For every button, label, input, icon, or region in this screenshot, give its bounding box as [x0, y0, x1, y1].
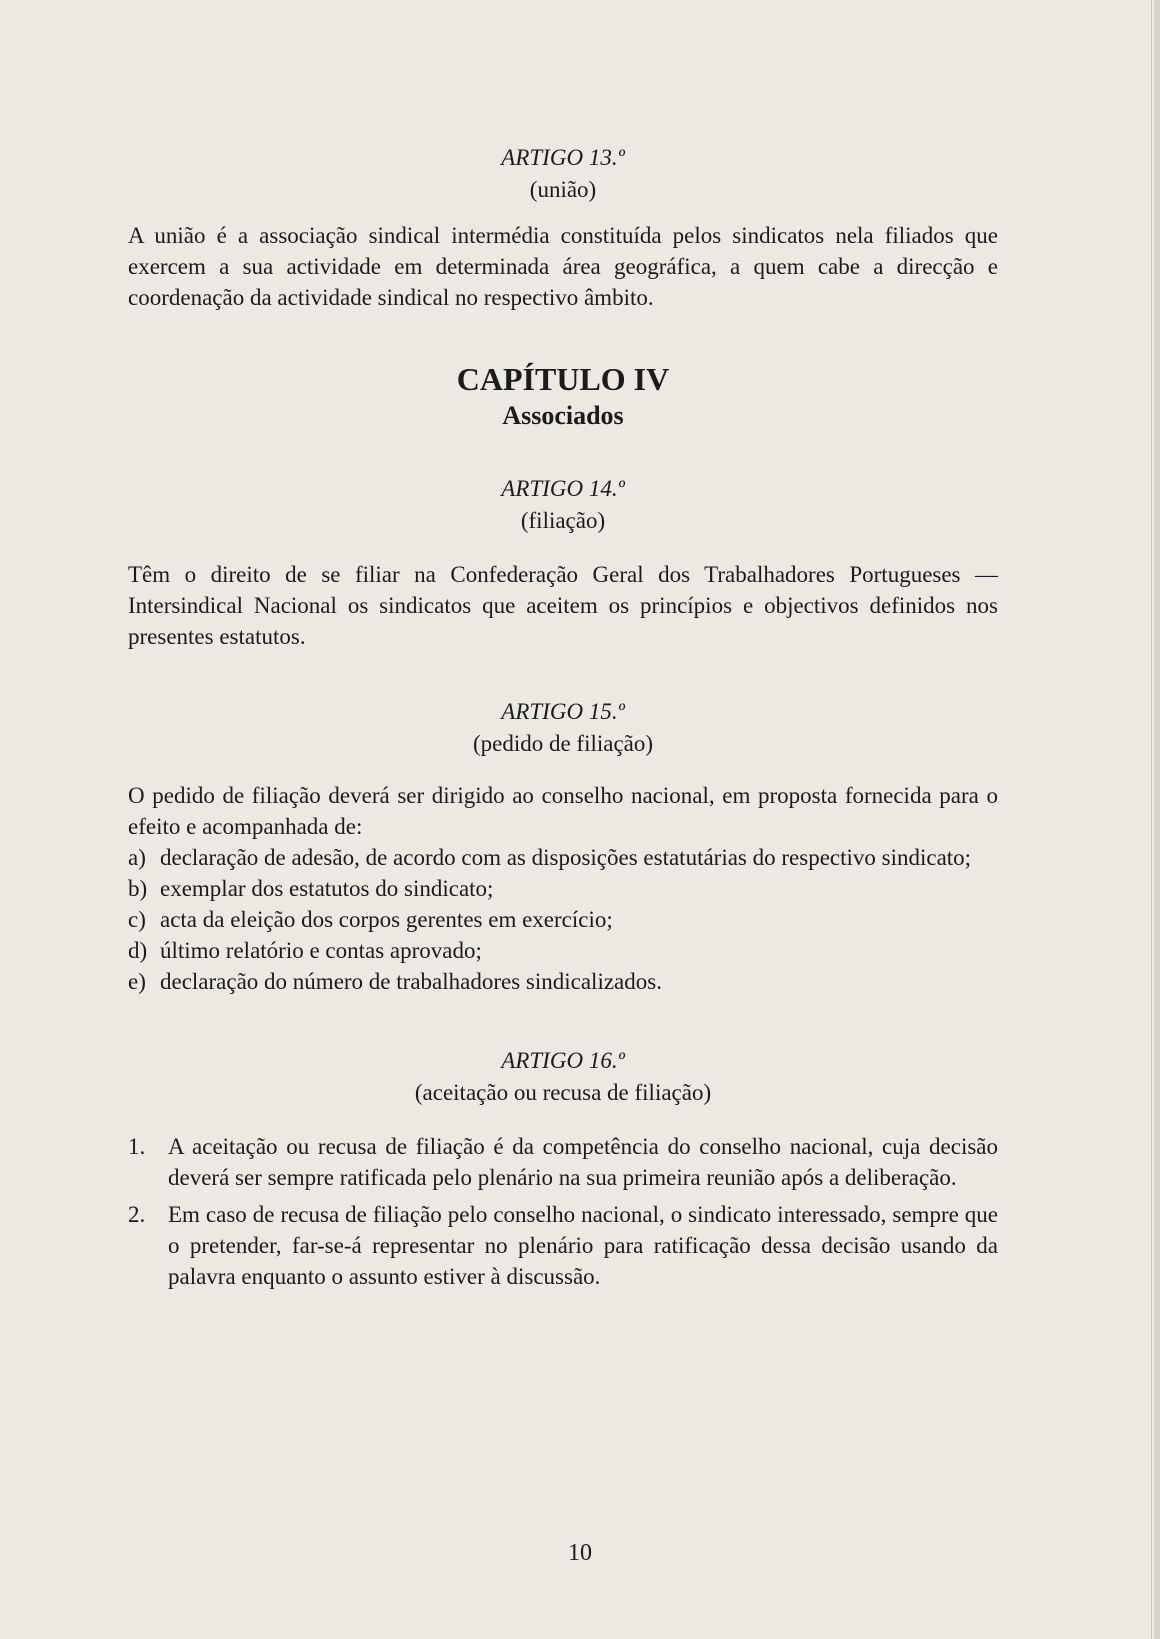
list-item-text: último relatório e contas aprovado;: [160, 938, 482, 963]
article-13-number: ARTIGO 13.º: [501, 145, 625, 170]
list-item-marker: e): [128, 969, 146, 994]
article-13-heading: [128, 142, 998, 206]
article-15-subtitle: (pedido de filiação): [472, 731, 654, 756]
article-16-number: ARTIGO 16.º: [501, 1048, 625, 1073]
numbered-item: [128, 1131, 998, 1193]
list-item-marker: d): [128, 938, 148, 963]
list-item: [128, 935, 998, 966]
numbered-item-text: Em caso de recusa de filiação pelo conselho nacional, o sindicato interessado, sempre que o pretender, far-se-á representar no plenário para ratificação dessa decisão usando da palavra enquanto o assunto estiver à discussão.: [168, 1202, 998, 1289]
list-item-text: exemplar dos estatutos do sindicato;: [160, 876, 494, 901]
list-item-text: declaração do número de trabalhadores sindicalizados.: [160, 969, 662, 994]
list-item-text: declaração de adesão, de acordo com as disposições estatutárias do respectivo sindicato;: [160, 845, 972, 870]
article-14-text: Têm o direito de se filiar na Confederação Geral dos Trabalhadores Portugueses — Intersindical Nacional os sindicatos que aceitem os princípios e objectivos definidos nos presentes estatutos.: [128, 562, 998, 649]
chapter-heading: [128, 359, 998, 433]
page-content: [128, 142, 998, 1298]
article-13-text: A união é a associação sindical intermédia constituída pelos sindicatos nela filiados que exercem a sua actividade em determinada área geográfica, a quem cabe a direcção e coordenação da actividade sindical no respectivo âmbito.: [128, 223, 998, 310]
chapter-subtitle: Associados: [502, 401, 624, 430]
article-14-heading: [128, 473, 998, 537]
article-14-number: ARTIGO 14.º: [501, 476, 625, 501]
numbered-item-text: A aceitação ou recusa de filiação é da competência do conselho nacional, cuja decisão deverá ser sempre ratificada pelo plenário na sua primeira reunião após a deliberação.: [168, 1134, 998, 1190]
numbered-item-marker: 1.: [128, 1134, 146, 1159]
article-15-intro: O pedido de filiação deverá ser dirigido ao conselho nacional, em proposta fornecida para o efeito e acompanhada de:: [128, 783, 998, 839]
article-14-subtitle: (filiação): [520, 508, 606, 533]
article-15-heading: [128, 696, 998, 760]
article-15-list: [128, 842, 998, 997]
numbered-item: [128, 1199, 998, 1292]
chapter-title: CAPÍTULO IV: [456, 361, 670, 397]
article-16-subtitle: (aceitação ou recusa de filiação): [414, 1080, 712, 1105]
list-item: [128, 904, 998, 935]
list-item-text: acta da eleição dos corpos gerentes em exercício;: [160, 907, 613, 932]
article-16-list: [128, 1131, 998, 1292]
list-item-marker: b): [128, 876, 148, 901]
page-number: 10: [568, 1540, 592, 1566]
list-item-marker: c): [128, 907, 146, 932]
article-16-heading: [128, 1045, 998, 1109]
numbered-item-marker: 2.: [128, 1202, 146, 1227]
list-item-marker: a): [128, 845, 146, 870]
page-edge-line: [1151, 0, 1152, 1639]
list-item: [128, 873, 998, 904]
article-13-subtitle: (união): [529, 177, 597, 202]
article-15-number: ARTIGO 15.º: [501, 699, 625, 724]
page-edge: [1154, 0, 1160, 1639]
list-item: [128, 842, 998, 873]
list-item: [128, 966, 998, 997]
